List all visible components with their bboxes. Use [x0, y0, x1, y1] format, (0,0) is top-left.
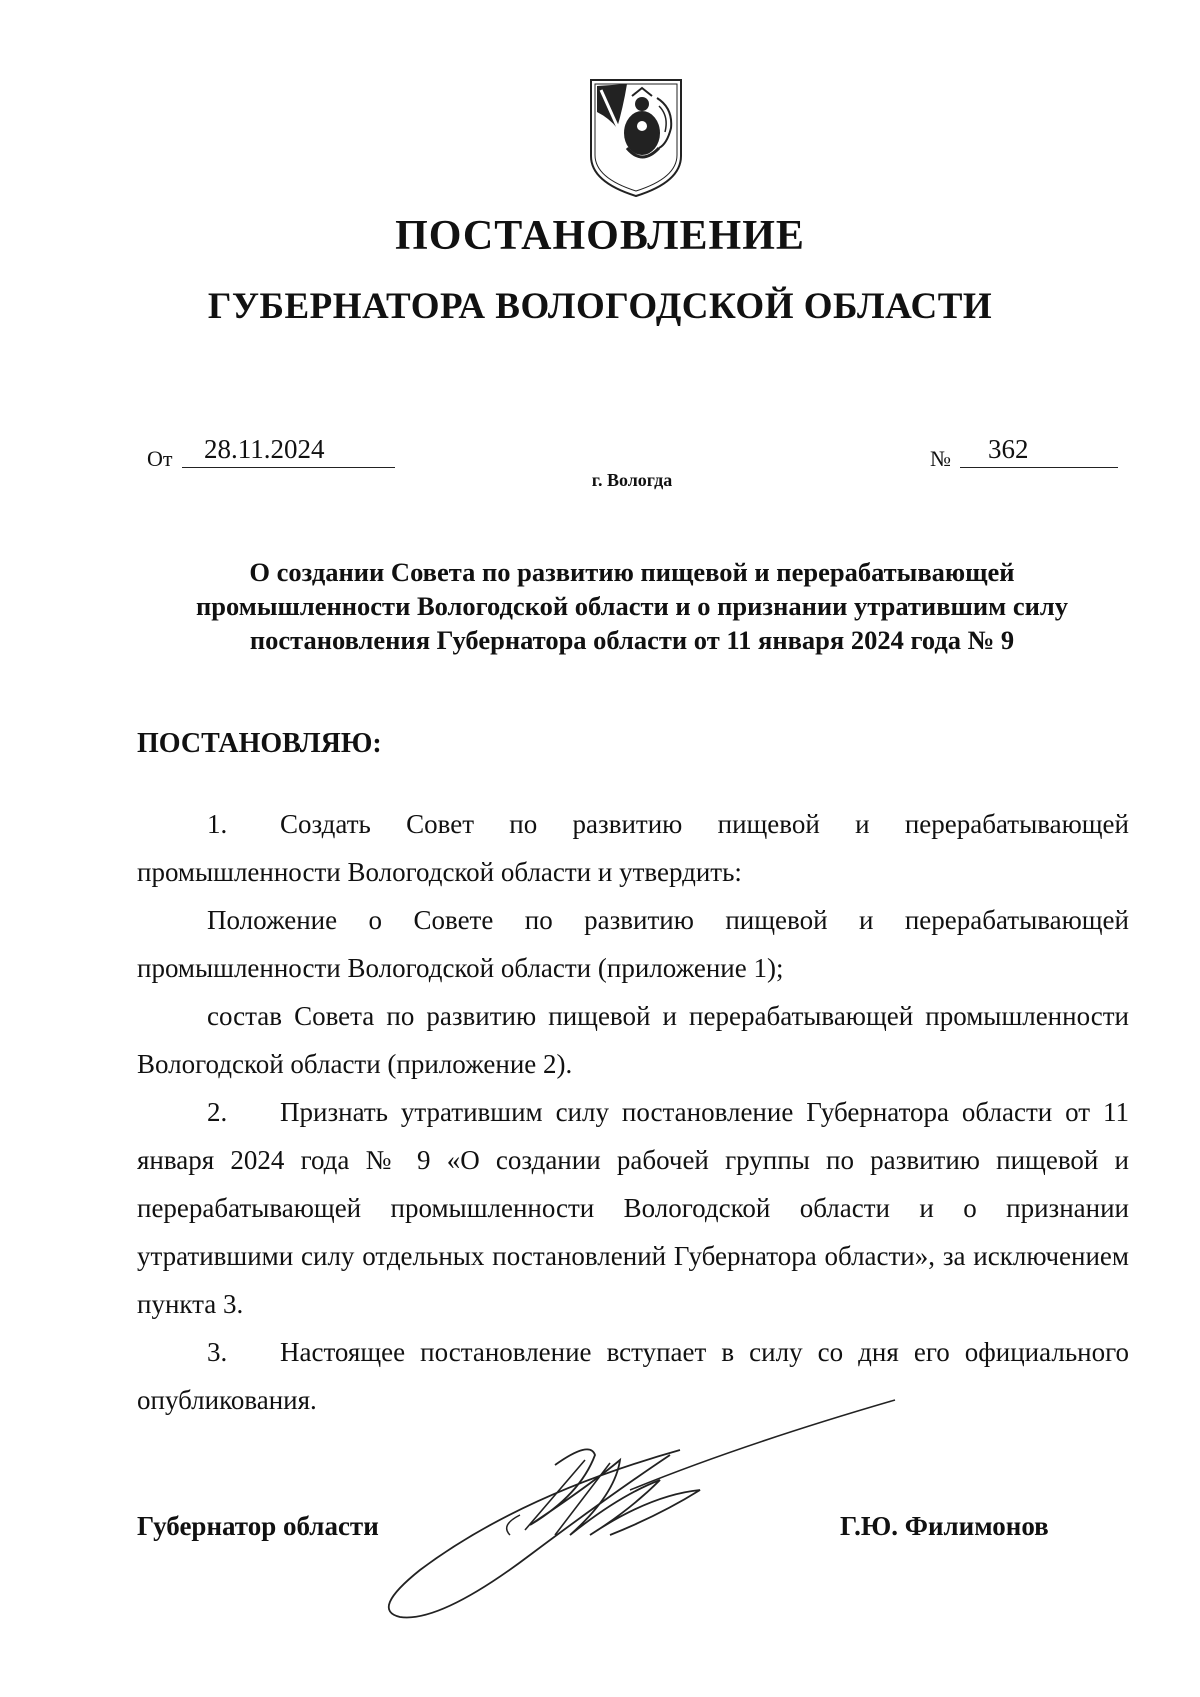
paragraph-1-sub-1: Положение о Совете по развитию пищевой и перерабатывающей промышленности Вологодской области (приложение 1); [137, 905, 1129, 983]
document-body [137, 800, 1129, 1424]
decree-word: ПОСТАНОВЛЯЮ: [137, 728, 382, 759]
paragraph-1 [137, 800, 1129, 896]
handwritten-signature-icon [380, 1385, 900, 1625]
number-label: № [930, 446, 951, 471]
date-label: От [147, 446, 173, 471]
document-subtitle: ГУБЕРНАТОРА ВОЛОГОДСКОЙ ОБЛАСТИ [207, 286, 993, 327]
paragraph-number: 1. [207, 809, 228, 839]
heading-line: О создании Совета по развитию пищевой и перерабатывающей [249, 557, 1015, 587]
paragraph-text: Настоящее постановление вступает в силу со дня его официального опубликования. [137, 1337, 1129, 1415]
heading-line: постановления Губернатора области от 11 января 2024 года № 9 [249, 625, 1015, 655]
signer-name: Г.Ю. Филимонов [840, 1511, 1049, 1541]
heading-line: промышленности Вологодской области и о признании утратившим силу [196, 591, 1068, 621]
date-value: 28.11.2024 [182, 432, 395, 468]
city: г. Вологда [591, 470, 673, 490]
document-title: ПОСТАНОВЛЕНИЕ [395, 213, 805, 259]
signer-position: Губернатор области [137, 1511, 379, 1541]
paragraph-number: 2. [207, 1097, 228, 1127]
paragraph-text: Создать Совет по развитию пищевой и перерабатывающей промышленности Вологодской области и утвердить: [137, 809, 1129, 887]
paragraph-1-sub-2: состав Совета по развитию пищевой и перерабатывающей промышленности Вологодской области (приложение 2). [137, 1001, 1129, 1079]
paragraph-number: 3. [207, 1337, 228, 1367]
paragraph-2 [137, 1088, 1129, 1328]
document-heading [150, 555, 1114, 657]
paragraph-text: Признать утратившим силу постановление Губернатора области от 11 января 2024 года № 9 «О создании рабочей группы по развитию пищевой и перерабатывающей промышленности Вологодской области и о признании утратившими силу отдельных постановлений Губернатора области», за исключением пункта 3. [137, 1097, 1129, 1319]
vologda-coat-of-arms-icon [587, 78, 685, 198]
number-value: 362 [960, 432, 1118, 468]
